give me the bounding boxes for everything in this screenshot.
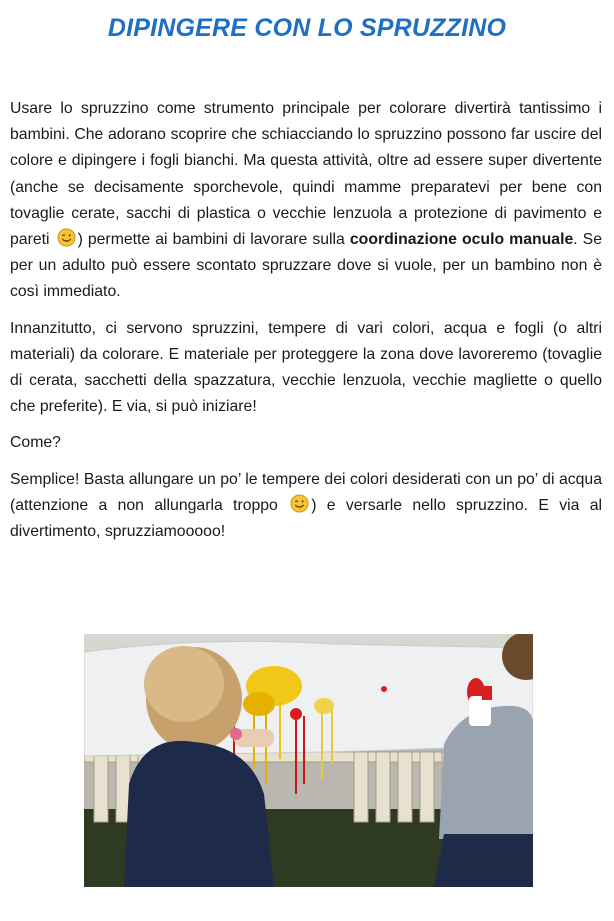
page-title: DIPINGERE CON LO SPRUZZINO bbox=[107, 14, 507, 42]
paragraph-materials: Innanzitutto, ci servono spruzzini, tempere di vari colori, acqua e fogli (o altri materiali) da colorare. E materiale per proteggere la zona dove lavoreremo (tovaglie di cerata, sacchetti della spazzatura, vecchie lenzuola, vecchie magliette o quello che preferite). E via, si può iniziare! bbox=[10, 319, 602, 416]
paragraph-question: Come? bbox=[10, 434, 61, 452]
article-body bbox=[10, 96, 602, 555]
paragraph-intro-text-2: ) permette ai bambini di lavorare sulla bbox=[77, 231, 350, 249]
paragraph-instructions-text-2: ) e versarle nello spruzzino. E via al divertimento, spruzziamooooo! bbox=[10, 496, 603, 541]
paragraph-intro-text-3: . Se per un adulto può essere scontato spruzzare dove si vuole, per un bambino non è così immediato. bbox=[10, 231, 602, 301]
paragraph-intro bbox=[10, 96, 602, 306]
paragraph-instructions-text: Semplice! Basta allungare un po’ le tempere dei colori desiderati con un po’ di acqua (attenzione a non allungarla troppo bbox=[10, 470, 602, 514]
winking-smiley-icon bbox=[57, 228, 76, 247]
paragraph-intro-text: Usare lo spruzzino come strumento principale per colorare divertirà tantissimo i bambini. Che adorano scoprire che schiacciando lo spruzzino possono far uscire del colore e dipingere i fogli bianchi. Ma questa attività, oltre ad essere super divertente (anche se decisamente sporchevole, quindi mamme preparatevi per bene con tovaglie cerate, sacchi di plastica o vecchie lenzuola a protezione di pavimento e pareti bbox=[10, 100, 602, 249]
bold-phrase: coordinazione oculo manuale bbox=[349, 231, 574, 249]
photo-children-spray-painting bbox=[84, 634, 533, 887]
winking-smiley-icon bbox=[290, 494, 309, 513]
paragraph-instructions bbox=[10, 467, 602, 546]
